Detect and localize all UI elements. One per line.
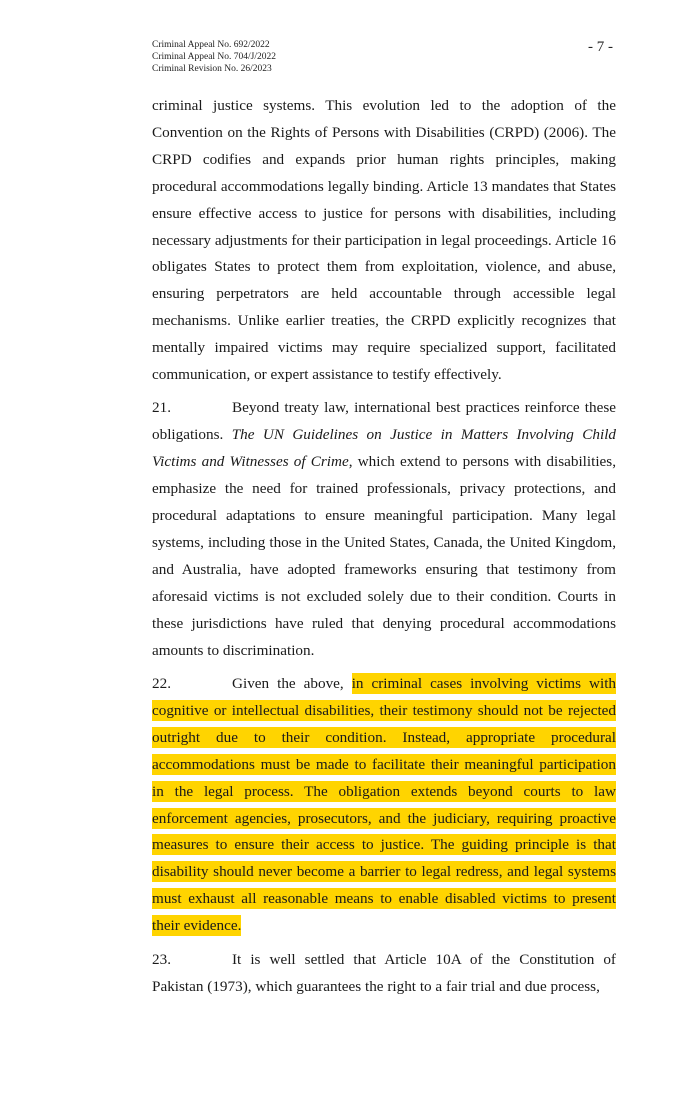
paragraph-21	[152, 395, 616, 664]
paragraph-number: 22.	[152, 675, 171, 693]
paragraph-number: 21.	[152, 399, 171, 417]
case-line-2: Criminal Appeal No. 704/J/2022	[152, 52, 277, 62]
page-number: - 7 -	[588, 39, 613, 55]
un-guidelines-title: The UN Guidelines on Justice in Matters Involving Child Victims and Witnesses of Crime	[152, 426, 617, 471]
case-line-1: Criminal Appeal No. 692/2022	[152, 40, 270, 50]
paragraph-22	[152, 671, 616, 940]
paragraph-23	[152, 947, 616, 1001]
highlighted-passage: in criminal cases involving victims with cognitive or intellectual disabilities, their testimony should not be rejected outright due to their condition. Instead, appropriate procedural accommodations must be made to facilitate their meaningful participation in the legal process. The obligation extends beyond courts to law enforcement agencies, prosecutors, and the judiciary, requiring proactive measures to ensure their access to justice. The guiding principle is that disability should never become a barrier to legal redress, and legal systems must exhaust all reasonable means to enable disabled victims to present their evidence.	[152, 675, 617, 935]
paragraph-text: Beyond treaty law, international best practices reinforce these obligations.	[152, 399, 616, 444]
paragraph-text: criminal justice systems. This evolution led to the adoption of the Convention on the Rights of Persons with Disabilities (CRPD) (2006). The CRPD codifies and expands prior human rights principles, making procedural accommodations legally binding. Article 13 mandates that States ensure effective access to justice for persons with disabilities, including necessary adjustments for their participation in legal proceedings. Article 16 obligates States to protect them from exploitation, violence, and abuse, ensuring perpetrators are held accountable through accessible legal mechanisms. Unlike earlier treaties, the CRPD explicitly recognizes that mentally impaired victims may require specialized support, facilitated communication, or expert assistance to testify effectively.	[152, 97, 616, 384]
paragraph-continued	[152, 93, 616, 389]
case-reference-header	[152, 39, 276, 75]
paragraph-text: It is well settled that Article 10A of the Constitution of Pakistan (1973), which guarantees the right to a fair trial and due process,	[152, 950, 616, 995]
judgment-body	[152, 93, 616, 1007]
paragraph-text: , which extend to persons with disabilities, emphasize the need for trained professionals, privacy protections, and procedural adaptations to ensure meaningful participation. Many legal systems, including those in the United States, Canada, the United Kingdom, and Australia, have adopted frameworks ensuring that testimony from aforesaid victims is not excluded solely due to their condition. Courts in these jurisdictions have ruled that denying procedural accommodations amounts to discrimination.	[152, 453, 616, 659]
paragraph-text: Given the above,	[232, 675, 352, 693]
case-line-3: Criminal Revision No. 26/2023	[152, 64, 272, 74]
paragraph-number: 23.	[152, 950, 171, 968]
